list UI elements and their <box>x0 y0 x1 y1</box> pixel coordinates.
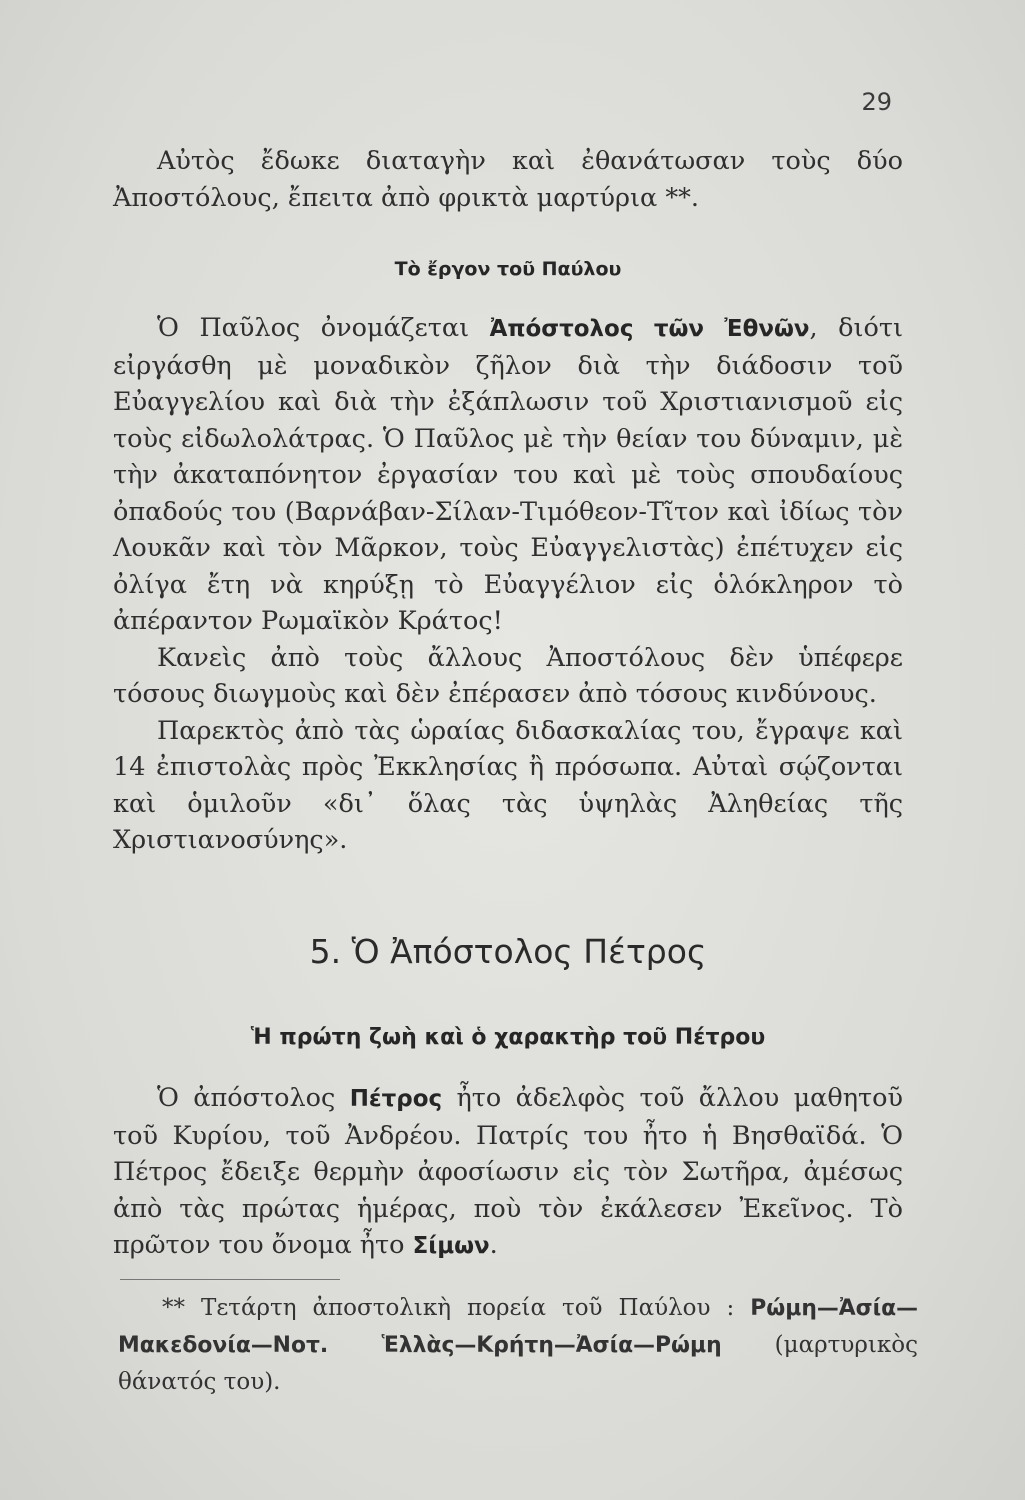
paul-p1-before: Ὁ Παῦλος ὀνομάζεται <box>157 313 490 343</box>
paul-paragraph-2: Κανεὶς ἀπὸ τοὺς ἄλλους Ἀποστόλους δὲν ὑπέφερε τόσους διωγμοὺς καὶ δὲν ἐπέρασεν ἀπὸ τόσους κινδύνους. <box>113 642 903 709</box>
peter-paragraph-1 <box>113 1080 903 1265</box>
continuation-text: Αὐτὸς ἔδωκε διαταγὴν καὶ ἐθανάτωσαν τοὺς δύο Ἀποστόλους, ἔπειτα ἀπὸ φρικτὰ μαρτύρια **. <box>113 146 903 213</box>
chapter-title: 5. Ὁ Ἀπόστολος Πέτρος <box>309 932 707 971</box>
paul-p1-bold: Ἀπόστολος τῶν Ἐθνῶν <box>489 316 810 342</box>
page-number: 29 <box>861 88 892 116</box>
paul-paragraph-1 <box>113 310 903 640</box>
section-paul-body <box>113 310 903 859</box>
footnote-text <box>118 1290 918 1401</box>
footnote-divider <box>120 1279 340 1280</box>
section-heading-paul: Τὸ ἔργον τοῦ Παύλου <box>394 258 622 280</box>
section-heading-peter: Ἡ πρώτη ζωὴ καὶ ὁ χαρακτὴρ τοῦ Πέτρου <box>250 1025 766 1050</box>
footnote-after: (μαρτυρικὸς θάνατός του). <box>118 1332 918 1395</box>
footnote-bold: Ρώμη—Ἀσία—Μακεδονία—Νοτ. Ἑλλὰς—Κρήτη—Ἀσία—Ρώμη <box>118 1296 918 1358</box>
footnote-before: ** Τετάρτη ἀποστολικὴ πορεία τοῦ Παύλου : <box>162 1295 751 1321</box>
paul-paragraph-3: Παρεκτὸς ἀπὸ τὰς ὡραίας διδασκαλίας του, ἔγραψε καὶ 14 ἐπιστολὰς πρὸς Ἐκκλησίας ἢ πρόσωπα. Αὐταὶ σῴζονται καὶ ὁμιλοῦν «δι᾿ ὅλας τὰς ὑψηλὰς Ἀληθείας τῆς Χριστιανοσύνης». <box>113 715 903 855</box>
footnote <box>118 1290 918 1401</box>
paul-p1-after: , διότι εἰργάσθη μὲ μοναδικὸν ζῆλον διὰ τὴν διάδοσιν τοῦ Εὐαγγελίου καὶ διὰ τὴν ἐξάπλωσιν τοῦ Χριστιανισμοῦ εἰς τοὺς εἰδωλολάτρας. Ὁ Παῦλος μὲ τὴν θείαν του δύναμιν, μὲ τὴν ἀκαταπόνητον ἐργασίαν του καὶ μὲ τοὺς σπουδαίους ὀπαδούς του (Βαρνάβαν-Σίλαν-Τιμόθεον-Τῖτον καὶ ἰδίως τὸν Λουκᾶν καὶ τὸν Μᾶρκον, τοὺς Εὐαγγελιστὰς) ἐπέτυχεν εἰς ὀλίγα ἔτη νὰ κηρύξῃ τὸ Εὐαγγέλιον εἰς ὁλόκληρον τὸ ἀπέραντον Ρωμαϊκὸν Κράτος! <box>113 313 903 636</box>
peter-p1-bold: Πέτρος <box>349 1086 443 1112</box>
peter-p1-before: Ὁ ἀπόστολος <box>157 1083 350 1113</box>
peter-p1-end: . <box>489 1230 498 1260</box>
continuation-paragraph <box>113 143 903 216</box>
section-peter-body <box>113 1080 903 1265</box>
peter-p1-middle: ἦτο ἀδελφὸς τοῦ ἄλλου μαθητοῦ τοῦ Κυρίου, τοῦ Ἀνδρέου. Πατρίς του ἦτο ἡ Βησθαϊδά. Ὁ Πέτρος ἔδειξε θερμὴν ἀφοσίωσιν εἰς τὸν Σωτῆρα, ἀμέσως ἀπὸ τὰς πρώτας ἡμέρας, ποὺ τὸν ἐκάλεσεν Ἐκεῖνος. Τὸ πρῶτον του ὄνομα ἦτο <box>113 1083 903 1260</box>
peter-p1-bold2: Σίμων <box>412 1233 490 1259</box>
